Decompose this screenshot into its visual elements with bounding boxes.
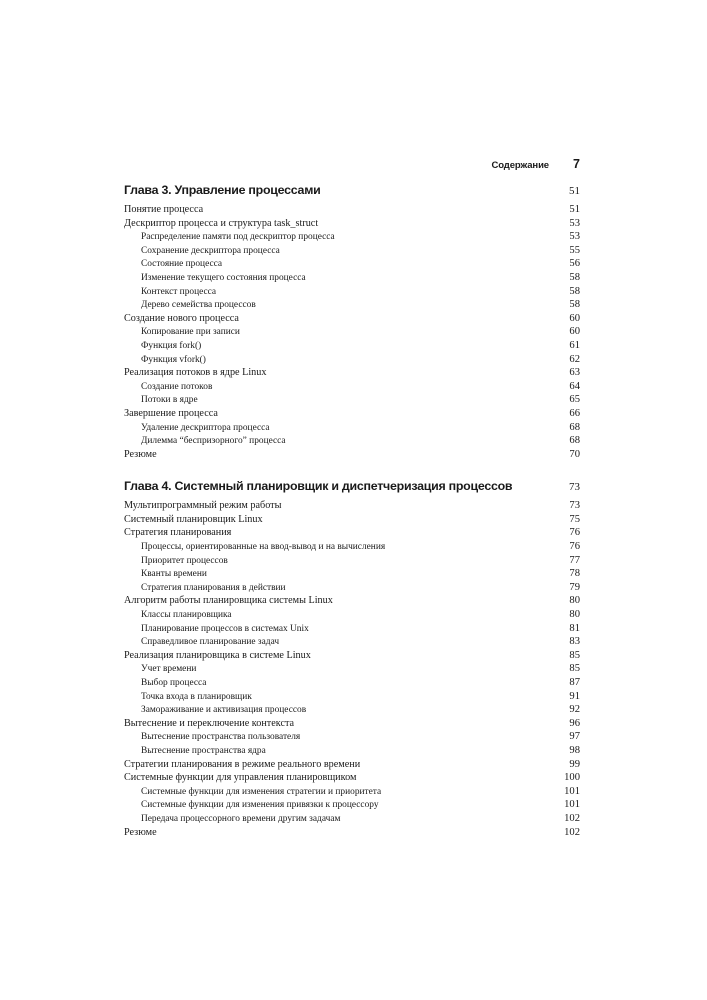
toc-section-entry (124, 448, 580, 462)
entry-title: Создание потоков (141, 381, 213, 392)
entry-page-number: 97 (569, 731, 580, 743)
toc-subsection-entry (124, 798, 580, 812)
entry-page-number: 79 (569, 581, 580, 593)
entry-page-number: 53 (569, 217, 580, 229)
toc-subsection-entry (124, 353, 580, 367)
entry-page-number: 81 (569, 622, 580, 634)
toc-subsection-entry (124, 608, 580, 622)
toc-subsection-entry (124, 554, 580, 568)
entry-page-number: 99 (569, 758, 580, 770)
entry-page-number: 102 (564, 826, 580, 838)
entry-page-number: 85 (569, 663, 580, 675)
entry-page-number: 58 (569, 285, 580, 297)
entry-page-number: 73 (569, 500, 580, 512)
entry-page-number: 58 (569, 271, 580, 283)
entry-page-number: 60 (569, 312, 580, 324)
chapter-page-number: 73 (569, 481, 580, 494)
toc-subsection-entry (124, 421, 580, 435)
toc-subsection-entry (124, 271, 580, 285)
toc-section-entry (124, 771, 580, 785)
toc-subsection-entry (124, 690, 580, 704)
toc-subsection-entry (124, 257, 580, 271)
entry-title: Стратегия планирования в действии (141, 582, 286, 593)
toc-subsection-entry (124, 730, 580, 744)
entry-page-number: 53 (569, 231, 580, 243)
entry-page-number: 76 (569, 541, 580, 553)
entry-page-number: 92 (569, 704, 580, 716)
toc-subsection-entry (124, 662, 580, 676)
entry-title: Процессы, ориентированные на ввод-вывод и на вычисления (141, 542, 386, 553)
toc-section-entry (124, 499, 580, 513)
entry-page-number: 77 (569, 554, 580, 566)
entry-title: Сохранение дескриптора процесса (141, 245, 280, 256)
entry-page-number: 91 (569, 690, 580, 702)
entry-title: Системные функции для управления планировщиком (124, 772, 357, 784)
entry-title: Потоки в ядре (141, 395, 198, 406)
entry-page-number: 62 (569, 353, 580, 365)
toc-section-entry (124, 217, 580, 231)
entry-title: Контекст процесса (141, 286, 217, 297)
entry-page-number: 56 (569, 258, 580, 270)
entry-page-number: 80 (569, 609, 580, 621)
entry-page-number: 64 (569, 380, 580, 392)
entry-title: Состояние процесса (141, 259, 223, 270)
toc-section-entry (124, 312, 580, 326)
entry-title: Дерево семейства процессов (141, 300, 256, 311)
entry-title: Приоритет процессов (141, 555, 228, 566)
entry-title: Реализация планировщика в системе Linux (124, 649, 311, 661)
chapter-page-number: 51 (569, 185, 580, 197)
entry-title: Изменение текущего состояния процесса (141, 272, 306, 283)
toc-subsection-entry (124, 635, 580, 649)
toc-subsection-entry (124, 567, 580, 581)
entry-title: Системные функции для изменения привязки к процессору (141, 800, 379, 811)
toc-subsection-entry (124, 298, 580, 312)
toc-section-entry (124, 826, 580, 840)
toc-subsection-entry (124, 703, 580, 717)
toc-section-entry (124, 758, 580, 772)
entry-title: Кванты времени (141, 569, 207, 580)
toc-subsection-entry (124, 244, 580, 258)
chapter-title: Глава 4. Системный планировщик и диспетчеризация процессов (124, 479, 513, 494)
entry-page-number: 70 (569, 448, 580, 460)
toc-subsection-entry (124, 325, 580, 339)
toc-subsection-entry (124, 285, 580, 299)
entry-title: Резюме (124, 448, 157, 460)
entry-title: Вытеснение и переключение контекста (124, 717, 295, 729)
toc-subsection-entry (124, 434, 580, 448)
entry-page-number: 55 (569, 244, 580, 256)
entry-title: Системные функции для изменения стратегии и приоритета (141, 786, 382, 797)
entry-page-number: 101 (564, 799, 580, 811)
toc-section-entry (124, 366, 580, 380)
entry-title: Завершение процесса (124, 407, 218, 419)
entry-title: Удаление дескриптора процесса (141, 422, 270, 433)
entry-title: Справедливое планирование задач (141, 637, 280, 648)
entry-page-number: 98 (569, 744, 580, 756)
entry-page-number: 68 (569, 435, 580, 447)
chapter-section (124, 183, 580, 461)
entry-title: Функция vfork() (141, 354, 206, 365)
toc-subsection-entry (124, 581, 580, 595)
entry-title: Мультипрограммный режим работы (124, 500, 282, 512)
entry-title: Функция fork() (141, 340, 202, 351)
entry-page-number: 83 (569, 636, 580, 648)
entry-title: Распределение памяти под дескриптор процесса (141, 232, 335, 243)
toc-subsection-entry (124, 230, 580, 244)
running-title: Содержание (491, 160, 549, 171)
entry-page-number: 96 (569, 717, 580, 729)
entry-page-number: 61 (569, 339, 580, 351)
entry-title: Выбор процесса (141, 678, 207, 688)
entry-page-number: 80 (569, 595, 580, 607)
entry-title: Дилемма “беспризорного” процесса (141, 436, 286, 447)
chapter-section (124, 479, 580, 839)
entry-page-number: 102 (564, 812, 580, 824)
entry-title: Классы планировщика (141, 610, 232, 621)
entry-page-number: 65 (569, 394, 580, 406)
toc-section-entry (124, 203, 580, 217)
toc-subsection-entry (124, 785, 580, 799)
entry-page-number: 76 (569, 527, 580, 539)
entry-page-number: 85 (569, 649, 580, 661)
entry-page-number: 101 (564, 785, 580, 797)
entry-page-number: 87 (569, 677, 580, 688)
toc-section-entry (124, 717, 580, 731)
entry-title: Стратегии планирования в режиме реального времени (124, 758, 361, 770)
toc-section-entry (124, 594, 580, 608)
entry-title: Передача процессорного времени другим задачам (141, 813, 341, 824)
entry-title: Замораживание и активизация процессов (141, 705, 307, 716)
entry-page-number: 63 (569, 367, 580, 379)
entry-page-number: 78 (569, 568, 580, 580)
entry-title: Планирование процессов в системах Unix (141, 623, 309, 634)
entry-title: Алгоритм работы планировщика системы Linux (124, 595, 333, 607)
toc-section-entry (124, 526, 580, 540)
chapter-heading (124, 479, 580, 496)
entry-title: Точка входа в планировщик (141, 691, 252, 702)
entry-page-number: 60 (569, 326, 580, 338)
page-number: 7 (573, 157, 580, 171)
toc-subsection-entry (124, 380, 580, 394)
entry-page-number: 51 (569, 204, 580, 215)
entry-page-number: 75 (569, 513, 580, 525)
table-of-contents (124, 183, 580, 839)
entry-title: Учет времени (141, 664, 197, 675)
entry-title: Понятие процесса (124, 204, 204, 215)
entry-title: Вытеснение пространства ядра (141, 745, 266, 756)
entry-title: Вытеснение пространства пользователя (141, 732, 301, 743)
toc-section-entry (124, 407, 580, 421)
chapter-heading (124, 183, 580, 200)
entry-title: Создание нового процесса (124, 312, 239, 324)
toc-page (124, 157, 580, 857)
entry-title: Дескриптор процесса и структура task_struct (124, 217, 319, 229)
running-header (124, 157, 580, 177)
entry-title: Системный планировщик Linux (124, 513, 263, 525)
toc-subsection-entry (124, 744, 580, 758)
entry-title: Реализация потоков в ядре Linux (124, 367, 267, 379)
toc-subsection-entry (124, 393, 580, 407)
entry-title: Копирование при записи (141, 327, 240, 338)
toc-subsection-entry (124, 622, 580, 636)
entry-title: Резюме (124, 826, 157, 838)
toc-subsection-entry (124, 676, 580, 690)
entry-page-number: 66 (569, 407, 580, 419)
toc-subsection-entry (124, 540, 580, 554)
entry-page-number: 100 (564, 772, 580, 784)
entry-page-number: 58 (569, 299, 580, 311)
toc-subsection-entry (124, 339, 580, 353)
toc-section-entry (124, 513, 580, 527)
toc-section-entry (124, 649, 580, 663)
entry-page-number: 68 (569, 421, 580, 433)
entry-title: Стратегия планирования (124, 527, 232, 539)
chapter-title: Глава 3. Управление процессами (124, 183, 321, 197)
toc-subsection-entry (124, 812, 580, 826)
